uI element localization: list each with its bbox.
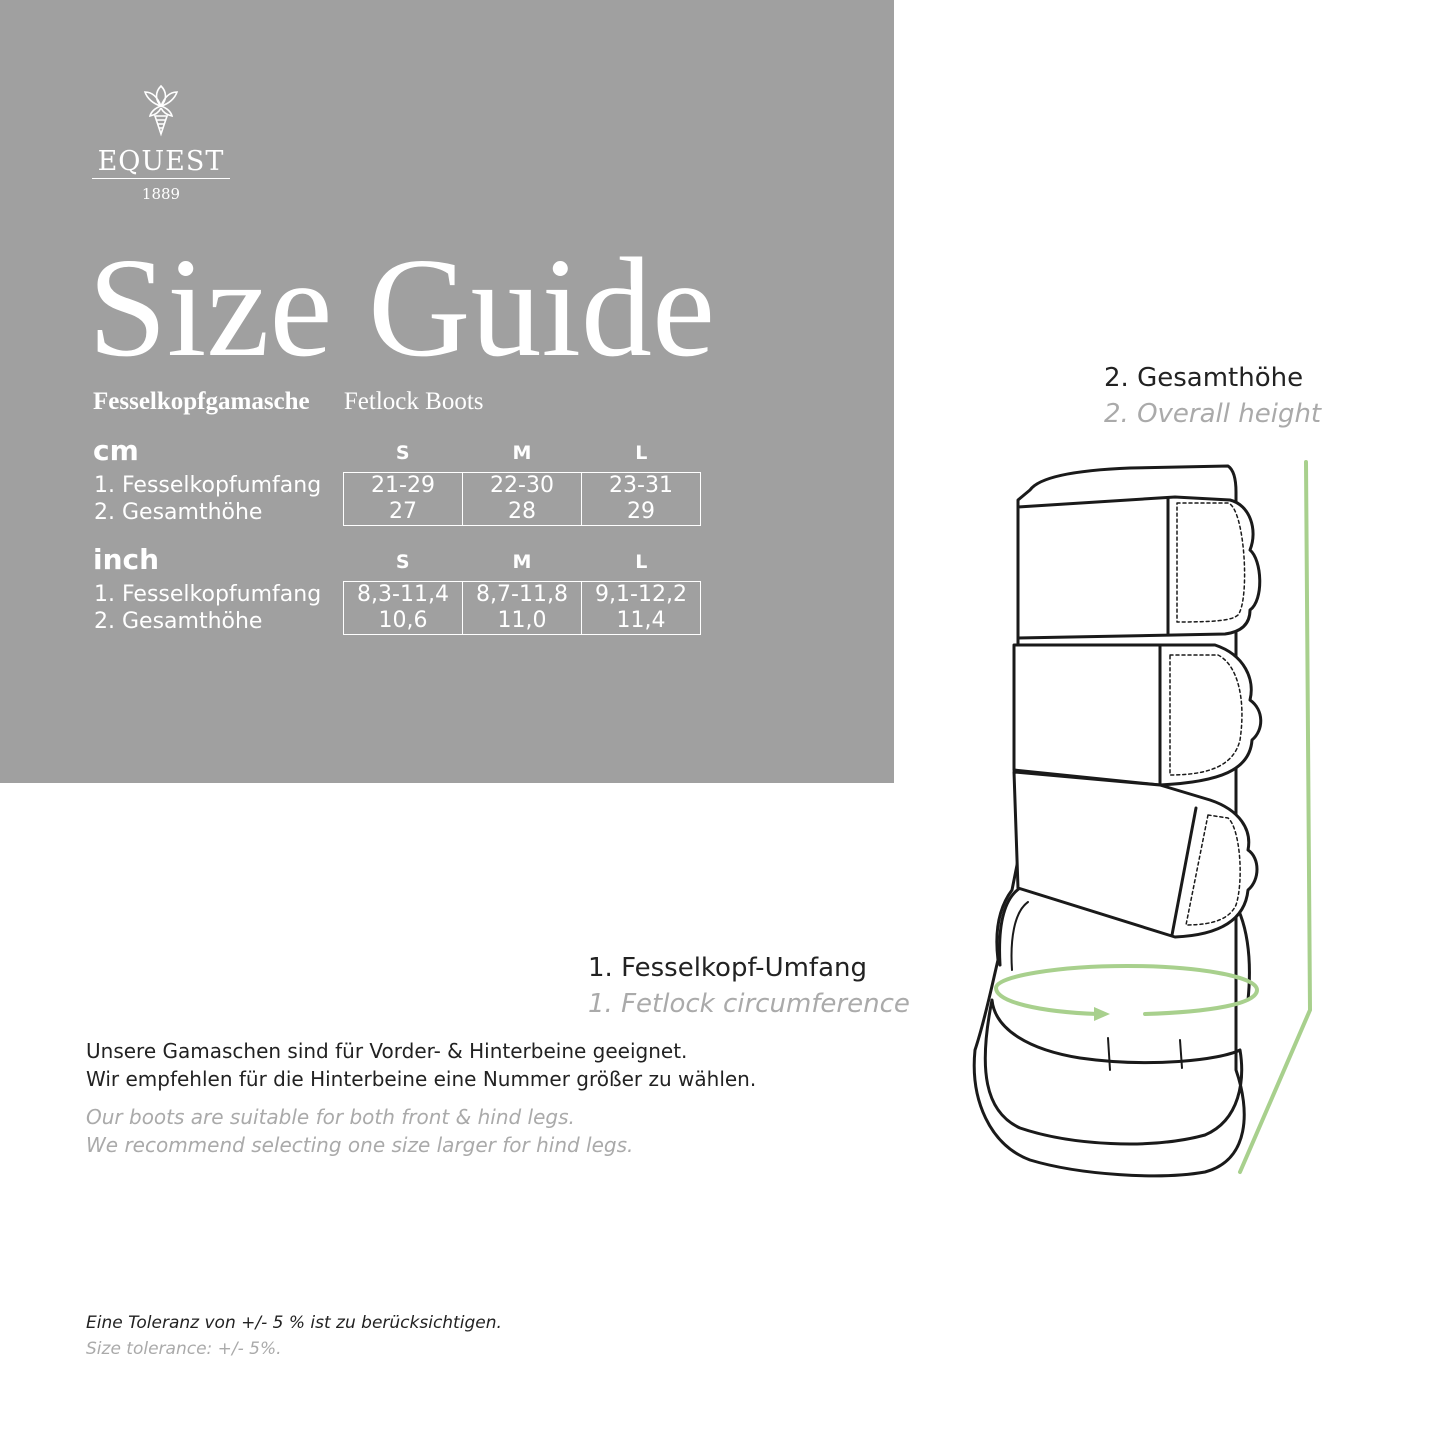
usage-note-de: Unsere Gamaschen sind für Vorder- & Hinterbeine geeignet. Wir empfehlen für die Hinterbeine eine Nummer größer zu wählen. (86, 1039, 757, 1091)
row-label: 1. Fesselkopfumfang (94, 473, 322, 498)
circumference-label-de: 1. Fesselkopf-Umfang (588, 953, 867, 983)
height-label-de: 2. Gesamthöhe (1104, 363, 1304, 393)
unit-label-inch: inch (93, 543, 160, 576)
table-cell: 8,7-11,8 11,0 (463, 582, 582, 635)
usage-note-en: Our boots are suitable for both front & hind legs. We recommend selecting one size larger for hind legs. (86, 1105, 634, 1157)
size-m: M (512, 551, 532, 573)
table-cell: 9,1-12,2 11,4 (582, 582, 701, 635)
brand-name: EQUEST (97, 146, 225, 177)
row-label: 2. Gesamthöhe (94, 609, 263, 634)
size-s: S (395, 442, 410, 464)
row-label: 2. Gesamthöhe (94, 500, 263, 525)
table-cell: 8,3-11,4 10,6 (344, 582, 463, 635)
tolerance-en: Size tolerance: +/- 5%. (86, 1339, 282, 1359)
table-cell: 23-31 29 (582, 473, 701, 526)
height-label-en: 2. Overall height (1104, 399, 1322, 429)
unit-label-cm: cm (93, 434, 139, 467)
size-s: S (395, 551, 410, 573)
circumference-label-en: 1. Fetlock circumference (588, 989, 910, 1019)
size-m: M (512, 442, 532, 464)
height-label (1104, 360, 1321, 432)
row-label: 1. Fesselkopfumfang (94, 582, 322, 607)
tolerance-de: Eine Toleranz von +/- 5 % ist zu berücksichtigen. (86, 1313, 502, 1333)
page-title: Size Guide (88, 228, 716, 386)
strap-top (1018, 497, 1260, 638)
brand-year: 1889 (141, 185, 181, 203)
size-l: L (635, 551, 648, 573)
table-cell: 22-30 28 (463, 473, 582, 526)
circumference-label (588, 950, 910, 1022)
subtitle-de: Fesselkopfgamasche (93, 388, 310, 415)
tolerance-note (86, 1310, 502, 1362)
table-cell: 21-29 27 (344, 473, 463, 526)
subtitle-en: Fetlock Boots (343, 388, 484, 415)
size-l: L (635, 442, 648, 464)
